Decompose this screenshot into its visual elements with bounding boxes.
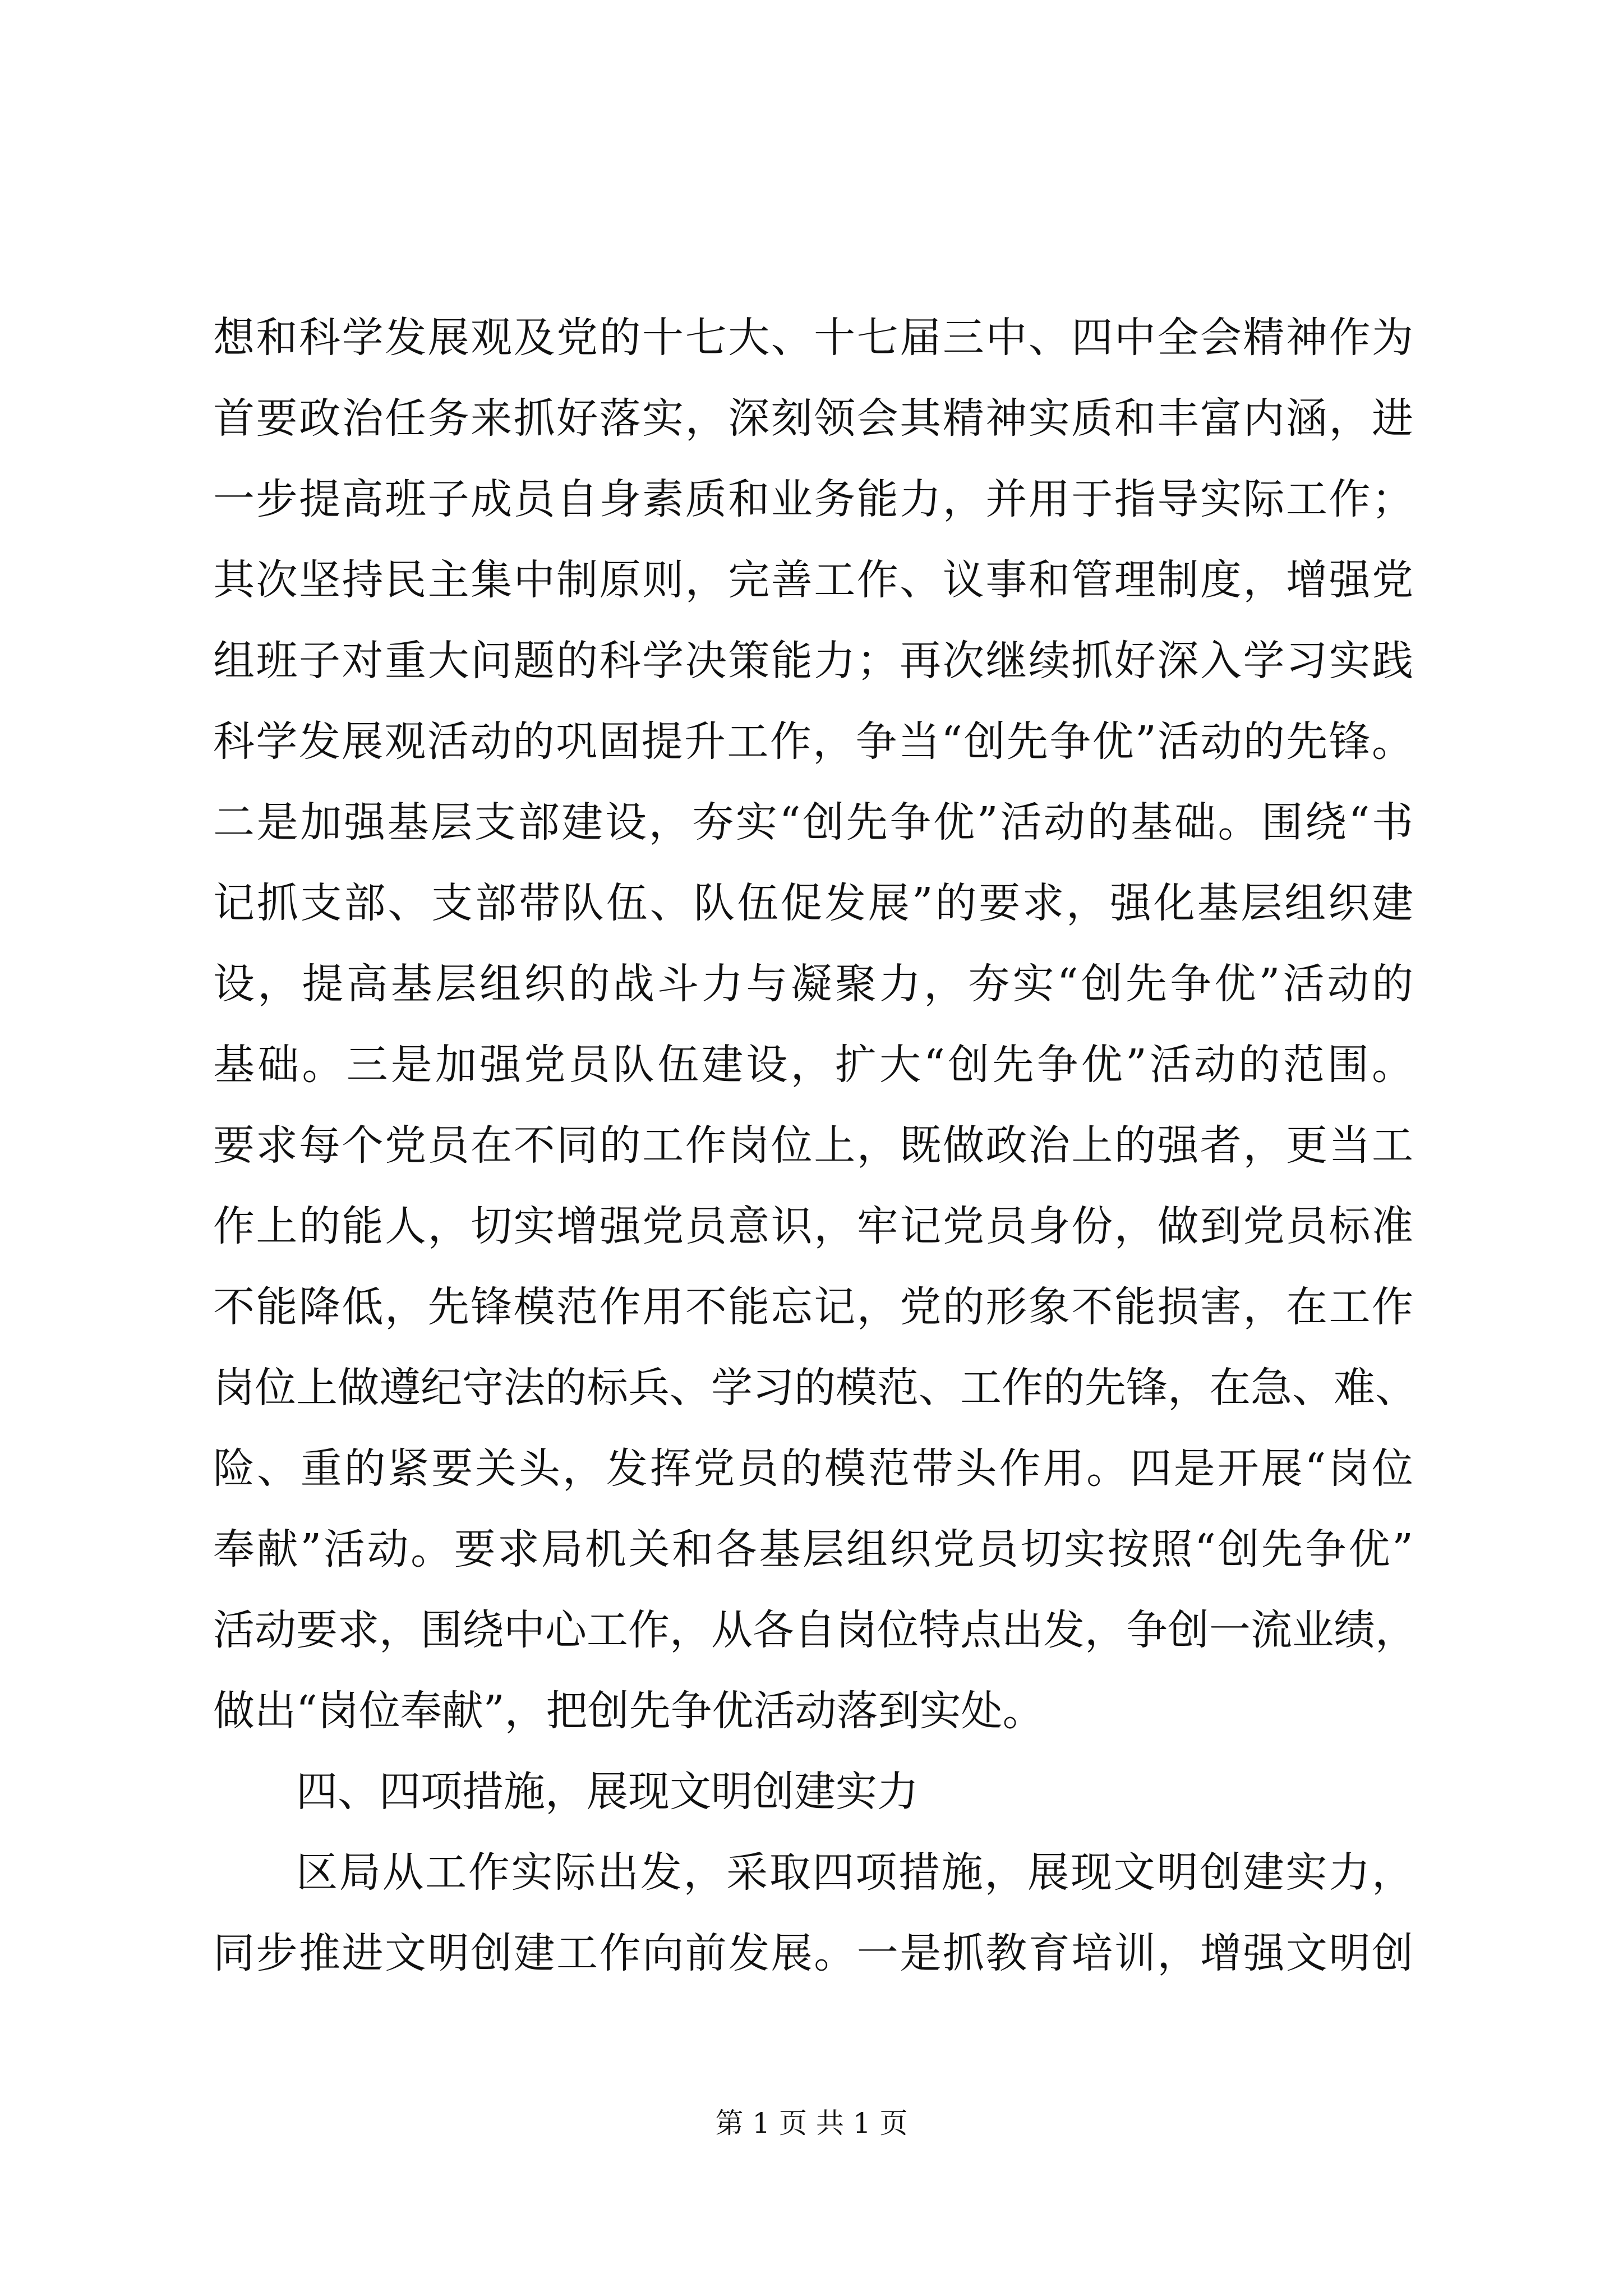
text-line: 区局从工作实际出发，采取四项措施，展现文明创建实力， bbox=[296, 1848, 1413, 1897]
text-line: 作上的能人，切实增强党员意识，牢记党员身份，做到党员标准 bbox=[213, 1202, 1413, 1250]
text-line: 基础。三是加强党员队伍建设，扩大“创先争优”活动的范围。 bbox=[213, 1041, 1413, 1089]
text-line: 不能降低，先锋模范作用不能忘记，党的形象不能损害，在工作 bbox=[213, 1283, 1413, 1331]
page-footer: 第 1 页 共 1 页 bbox=[715, 2107, 908, 2139]
text-line: 险、重的紧要关头，发挥党员的模范带头作用。四是开展“岗位 bbox=[213, 1444, 1413, 1493]
text-line: 设，提高基层组织的战斗力与凝聚力，夯实“创先争优”活动的 bbox=[213, 960, 1413, 1008]
text-line: 一步提高班子成员自身素质和业务能力，并用于指导实际工作； bbox=[213, 475, 1413, 523]
text-line: 首要政治任务来抓好落实，深刻领会其精神实质和丰富内涵，进 bbox=[213, 394, 1413, 443]
text-line: 做出“岗位奉献”，把创先争优活动落到实处。 bbox=[213, 1687, 1044, 1735]
text-line: 科学发展观活动的巩固提升工作，争当“创先争优”活动的先锋。 bbox=[213, 717, 1413, 766]
text-line: 记抓支部、支部带队伍、队伍促发展”的要求，强化基层组织建 bbox=[213, 879, 1413, 927]
section-heading: 四、四项措施，展现文明创建实力 bbox=[296, 1768, 919, 1816]
text-line: 组班子对重大问题的科学决策能力；再次继续抓好深入学习实践 bbox=[213, 637, 1413, 685]
document-body bbox=[213, 297, 1417, 1994]
text-line: 想和科学发展观及党的十七大、十七届三中、四中全会精神作为 bbox=[213, 314, 1413, 362]
text-line: 同步推进文明创建工作向前发展。一是抓教育培训，增强文明创 bbox=[213, 1929, 1413, 1977]
text-line: 奉献”活动。要求局机关和各基层组织党员切实按照“创先争优” bbox=[213, 1525, 1413, 1573]
text-line: 二是加强基层支部建设，夯实“创先争优”活动的基础。围绕“书 bbox=[213, 798, 1413, 846]
text-line: 要求每个党员在不同的工作岗位上，既做政治上的强者，更当工 bbox=[213, 1121, 1413, 1170]
text-line: 岗位上做遵纪守法的标兵、学习的模范、工作的先锋，在急、难、 bbox=[213, 1364, 1417, 1412]
text-line: 活动要求，围绕中心工作，从各自岗位特点出发，争创一流业绩， bbox=[213, 1606, 1417, 1654]
text-line: 其次坚持民主集中制原则，完善工作、议事和管理制度，增强党 bbox=[213, 556, 1413, 604]
